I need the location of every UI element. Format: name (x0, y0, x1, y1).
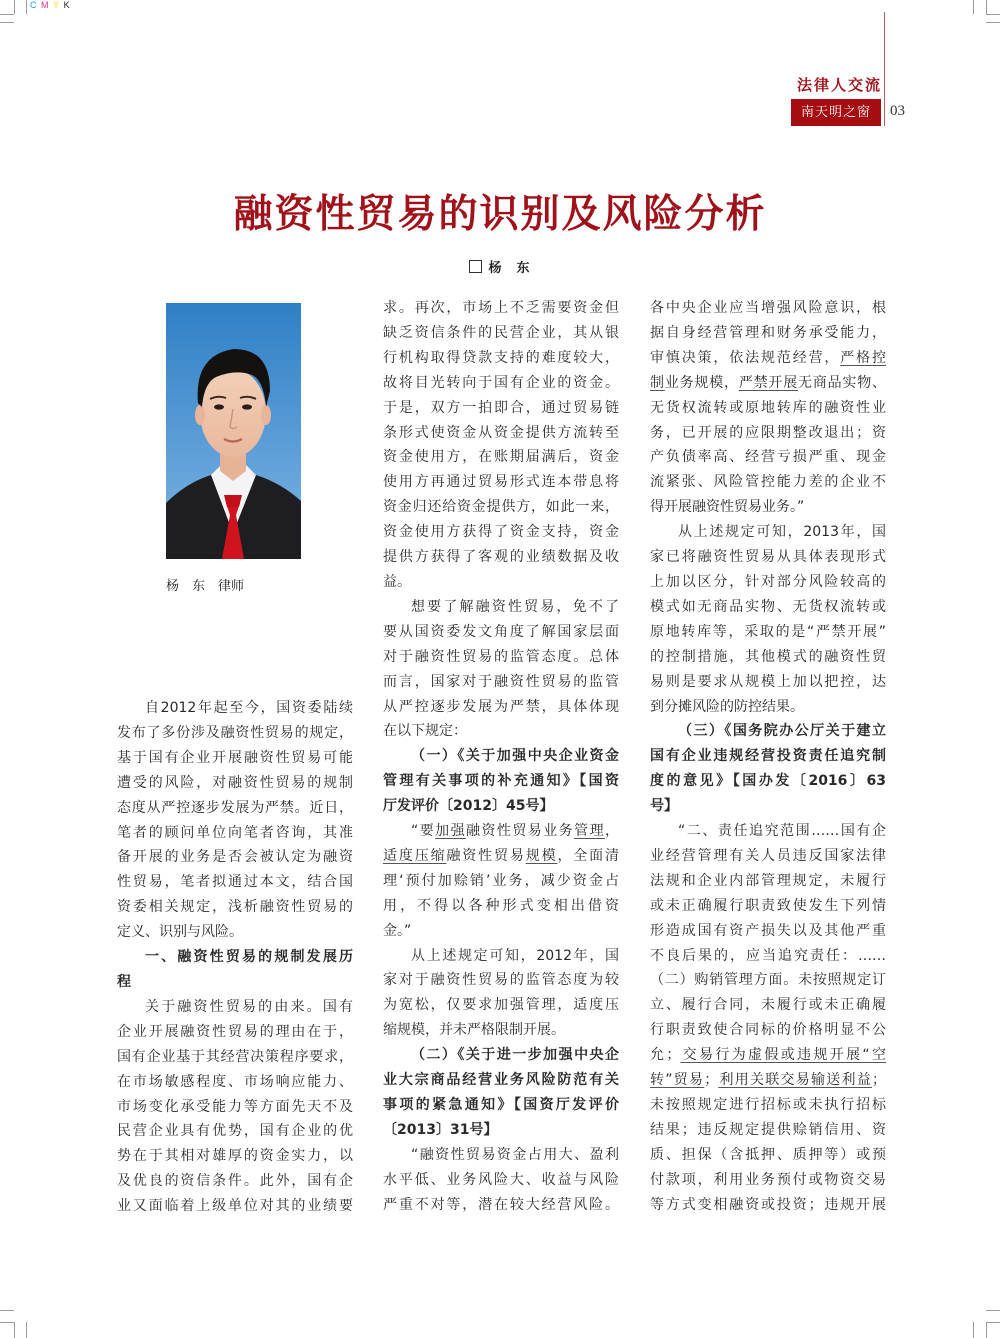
text-segment: ； (872, 1072, 886, 1089)
text-line: 的控制措施，其他模式的融资性贸 (650, 648, 886, 665)
text-line: 性贸易，笔者拟通过本文，结合国 (117, 874, 353, 891)
cmyk-c: C (30, 0, 38, 10)
crop-mark (973, 1322, 974, 1338)
text-line: 模式如无商品实物、无货权流转或 (650, 598, 886, 615)
text-line: （二）购销管理方面。未按照规定订 (650, 972, 886, 989)
section-heading-line: 厅发评价〔2012〕45号】 (383, 798, 554, 815)
text-line: 关于融资性贸易的由来。国有 (145, 998, 353, 1015)
underlined-emphasis: 管理 (574, 823, 606, 840)
text-line: 未按照规定进行招标或未执行招标 (650, 1097, 886, 1113)
text-line: 发布了多份涉及融资性贸易的规定， (117, 724, 353, 741)
text-line: 水平低、业务风险大、收益与风险 (383, 1171, 619, 1188)
underlined-emphasis: 利用关联交易输送利益 (718, 1072, 872, 1089)
text-line (650, 1068, 886, 1093)
text-line: 行职责致使合同标的价格明显不公 (650, 1022, 886, 1039)
text-line: 故将目光转向于国有企业的资金。 (383, 374, 619, 391)
crop-mark (986, 1310, 1000, 1311)
text-line: 提供方获得了客观的业绩数据及收 (383, 549, 619, 566)
cmyk-registration-label (30, 0, 71, 10)
text-line: 民营企业具有优势，国有企业的优 (117, 1123, 353, 1140)
section-heading-line: 〔2013〕31号】 (383, 1121, 498, 1138)
article-column-left (117, 696, 353, 1219)
text-line: 立、履行合同，未履行或未正确履 (650, 997, 886, 1014)
text-line: 上加以区分，针对部分风险较高的 (650, 573, 886, 590)
square-box-icon (469, 260, 482, 273)
text-line: 无货权流转或原地转库的融资性业 (650, 399, 886, 416)
section-heading-line: （三）《国务院办公厅关于建立 (678, 723, 886, 740)
crop-mark (986, 22, 1000, 23)
text-line: 求。再次，市场上不乏需要资金但 (383, 300, 619, 316)
text-line: 及优良的资信条件。此外，国有企 (117, 1173, 353, 1190)
text-line: 于是，双方一拍即合，通过贸易链 (383, 399, 619, 416)
text-line: 各中央企业应当增强风险意识，根 (650, 300, 886, 316)
text-segment: “要 (411, 823, 436, 840)
text-line: 务，已开展的应限期整改退出；资 (650, 424, 886, 441)
text-line: 使用方再通过贸易形式连本带息将 (383, 474, 619, 491)
article-column-middle (383, 296, 619, 1218)
section-heading-line: 一、融资性贸易的规制发展历 (145, 949, 353, 966)
text-line: 得开展融资性贸易业务。” (650, 499, 805, 516)
text-line: 结果；违反规定提供赊销信用、资 (650, 1121, 886, 1138)
underlined-emphasis: 适度压缩 (383, 847, 447, 864)
crop-mark (0, 22, 14, 23)
text-line: 态度从严控逐步发展为严禁。近日， (117, 799, 353, 816)
section-heading-line: （一）《关于加强中央企业资金 (411, 748, 619, 765)
crop-mark (986, 1322, 1000, 1323)
text-line: 产负债率高、经营亏损严重、现金 (650, 449, 886, 466)
crop-mark (14, 1322, 15, 1338)
text-segment: 允； (650, 1047, 681, 1064)
text-line: 遭受的风险，对融资性贸易的规制 (117, 774, 353, 791)
text-line: 理‘预付加赊销’业务，减少资金占 (383, 872, 619, 889)
text-line: 市场变化承受能力等方面先天不及 (117, 1098, 353, 1115)
text-line: 要从国资委发文角度了解国家层面 (383, 623, 619, 640)
text-line: 金。” (383, 922, 412, 939)
text-segment: 融资性贸易业务 (466, 823, 575, 840)
text-line: 业又面临着上级单位对其的业绩要 (117, 1198, 353, 1215)
text-line: 国有企业基于其经营决策程序要求， (117, 1048, 353, 1065)
text-line: 为宽松，仅要求加强管理，适度压 (383, 997, 619, 1014)
portrait-illustration (166, 303, 301, 559)
text-line (650, 1043, 886, 1068)
text-line: 在以下规定： (383, 723, 467, 740)
crop-mark (26, 0, 27, 14)
text-segment: 无商品实物、 (798, 374, 887, 391)
page-number: 03 (890, 103, 905, 119)
text-line: 原地转库等，采取的是“严禁开展” (650, 623, 886, 640)
text-line: 资金归还给资金提供方，如此一来， (383, 499, 619, 516)
text-line (383, 844, 619, 869)
text-line: 而言，国家对于融资性贸易的监管 (383, 673, 619, 690)
text-line: 缩规模，并未严格限制开展。 (383, 1022, 565, 1039)
author-photo (166, 303, 301, 559)
underlined-emphasis: 转”贸易 (650, 1072, 705, 1089)
text-line: 势在于其相对雄厚的资金实力，以 (117, 1148, 353, 1165)
section-badge: 南天明之窗 (791, 99, 881, 126)
text-line: 备开展的业务是否会被认定为融资 (117, 849, 353, 866)
text-segment: ； (704, 1072, 719, 1089)
text-line: 条形式使资金从资金提供方流转至 (383, 424, 619, 441)
text-line: 笔者的顾问单位向笔者咨询，其准 (117, 824, 353, 841)
text-line: 严重不对等，潜在较大经营风险。 (383, 1196, 619, 1213)
text-line: 基于国有企业开展融资性贸易可能 (117, 749, 353, 766)
column-name: 法律人交流 (796, 76, 882, 94)
section-heading-line: （二）《关于进一步加强中央企 (411, 1047, 619, 1064)
text-segment: 审慎决策，依法规范经营， (650, 349, 841, 366)
text-line: 资委相关规定，浅析融资性贸易的 (117, 899, 353, 916)
text-line: “融资性贸易资金占用大、盈利 (411, 1146, 619, 1163)
section-heading-line: 度的意见》【国办发〔2016〕63 (650, 773, 886, 790)
text-line: 付款项，利用业务预付或物资交易 (650, 1171, 886, 1188)
text-line: 资金使用方，在账期届满后，资金 (383, 449, 619, 466)
text-line: 在市场敏感程度、市场响应能力、 (117, 1073, 353, 1090)
text-line: “二、责任追究范围……国有企 (678, 823, 886, 840)
underlined-emphasis: 规模 (525, 847, 558, 864)
text-line: 从上述规定可知，2012年，国 (411, 947, 619, 964)
text-line: 流紧张、风险管控能力差的企业不 (650, 474, 886, 491)
text-line: 企业开展融资性贸易的理由在于， (117, 1023, 353, 1040)
underlined-emphasis: 制 (650, 374, 665, 391)
underlined-emphasis: 交易行为虚假或违规开展“空 (680, 1047, 886, 1064)
cmyk-m: M (41, 0, 50, 10)
text-line (650, 371, 886, 396)
text-segment: 融资性贸易 (446, 847, 526, 864)
underlined-emphasis: 加强 (435, 823, 467, 840)
text-line: 家对于融资性贸易的监管态度为较 (383, 972, 619, 989)
text-line: 不良后果的，应当追究责任：…… (650, 947, 886, 964)
text-line: 法规和企业内部管理规定，未履行 (650, 872, 886, 889)
underlined-emphasis: 严格控 (840, 349, 887, 366)
crop-mark (0, 1310, 14, 1311)
article-column-right (650, 296, 886, 1218)
text-line: 从严控逐步发展为严禁，具体体现 (383, 698, 619, 715)
crop-mark (986, 1322, 987, 1338)
section-heading-line: 程 (117, 973, 131, 990)
crop-mark (14, 0, 15, 14)
section-heading-line: 业大宗商品经营业务风险防范有关 (383, 1072, 619, 1089)
text-line: 或未正确履行职责致使发生下列情 (650, 897, 886, 914)
text-line: 缺乏资信条件的民营企业，其从银 (383, 324, 619, 341)
text-line: 用，不得以各种形式变相出借资 (383, 897, 619, 914)
crop-mark (973, 0, 974, 14)
text-line: 资金使用方获得了资金支持，资金 (383, 524, 619, 541)
crop-mark (0, 1322, 14, 1323)
text-line: 业经营管理有关人员违反国家法律 (650, 847, 886, 864)
text-line: 对于融资性贸易的监管态度。总体 (383, 648, 619, 665)
crop-mark (0, 14, 14, 15)
text-line: 家已将融资性贸易从具体表现形式 (650, 549, 886, 566)
text-line (383, 819, 619, 844)
underlined-emphasis: 严禁开展 (738, 374, 799, 391)
text-line: 从上述规定可知，2013年，国 (678, 524, 886, 541)
section-heading-line: 管理有关事项的补充通知》【国资 (383, 773, 619, 790)
cmyk-y: Y (53, 0, 61, 10)
text-line: 据自身经营管理和财务承受能力， (650, 324, 886, 341)
crop-mark (986, 14, 1000, 15)
text-line: 质、担保（含抵押、质押等）或预 (650, 1146, 886, 1163)
photo-caption: 杨 东 律师 (166, 579, 245, 594)
text-line: 行机构取得贷款支持的难度较大， (383, 349, 619, 366)
text-line: 自2012年起至今，国资委陆续 (145, 700, 353, 716)
section-heading-line: 事项的紧急通知》【国资厅发评价 (383, 1097, 619, 1113)
section-heading-line: 号】 (650, 798, 678, 815)
text-segment: ， (605, 823, 620, 840)
text-line: 等方式变相融资或投资；违规开展 (650, 1196, 886, 1213)
text-line: 益。 (383, 573, 411, 590)
text-line: 形造成国有资产损失以及其他严重 (650, 922, 886, 939)
text-line (650, 346, 886, 371)
text-line: 到分摊风险的防控结果。 (650, 698, 804, 715)
text-segment: 业务规模， (664, 374, 739, 391)
text-line: 定义、识别与风险。 (117, 924, 243, 941)
author-name: 杨 东 (488, 261, 531, 276)
crop-mark (986, 0, 987, 14)
crop-mark (26, 1322, 27, 1338)
header-divider (884, 12, 885, 126)
text-line: 想要了解融资性贸易，免不了 (411, 598, 619, 615)
text-line: 易则是要求从规模上加以把控，达 (650, 673, 886, 690)
byline (0, 257, 1000, 276)
text-segment: ，全面清 (557, 847, 620, 864)
section-heading-line: 国有企业违规经营投资责任追究制 (650, 748, 886, 765)
article-title: 融资性贸易的识别及风险分析 (233, 192, 767, 237)
cmyk-k: K (63, 0, 71, 10)
